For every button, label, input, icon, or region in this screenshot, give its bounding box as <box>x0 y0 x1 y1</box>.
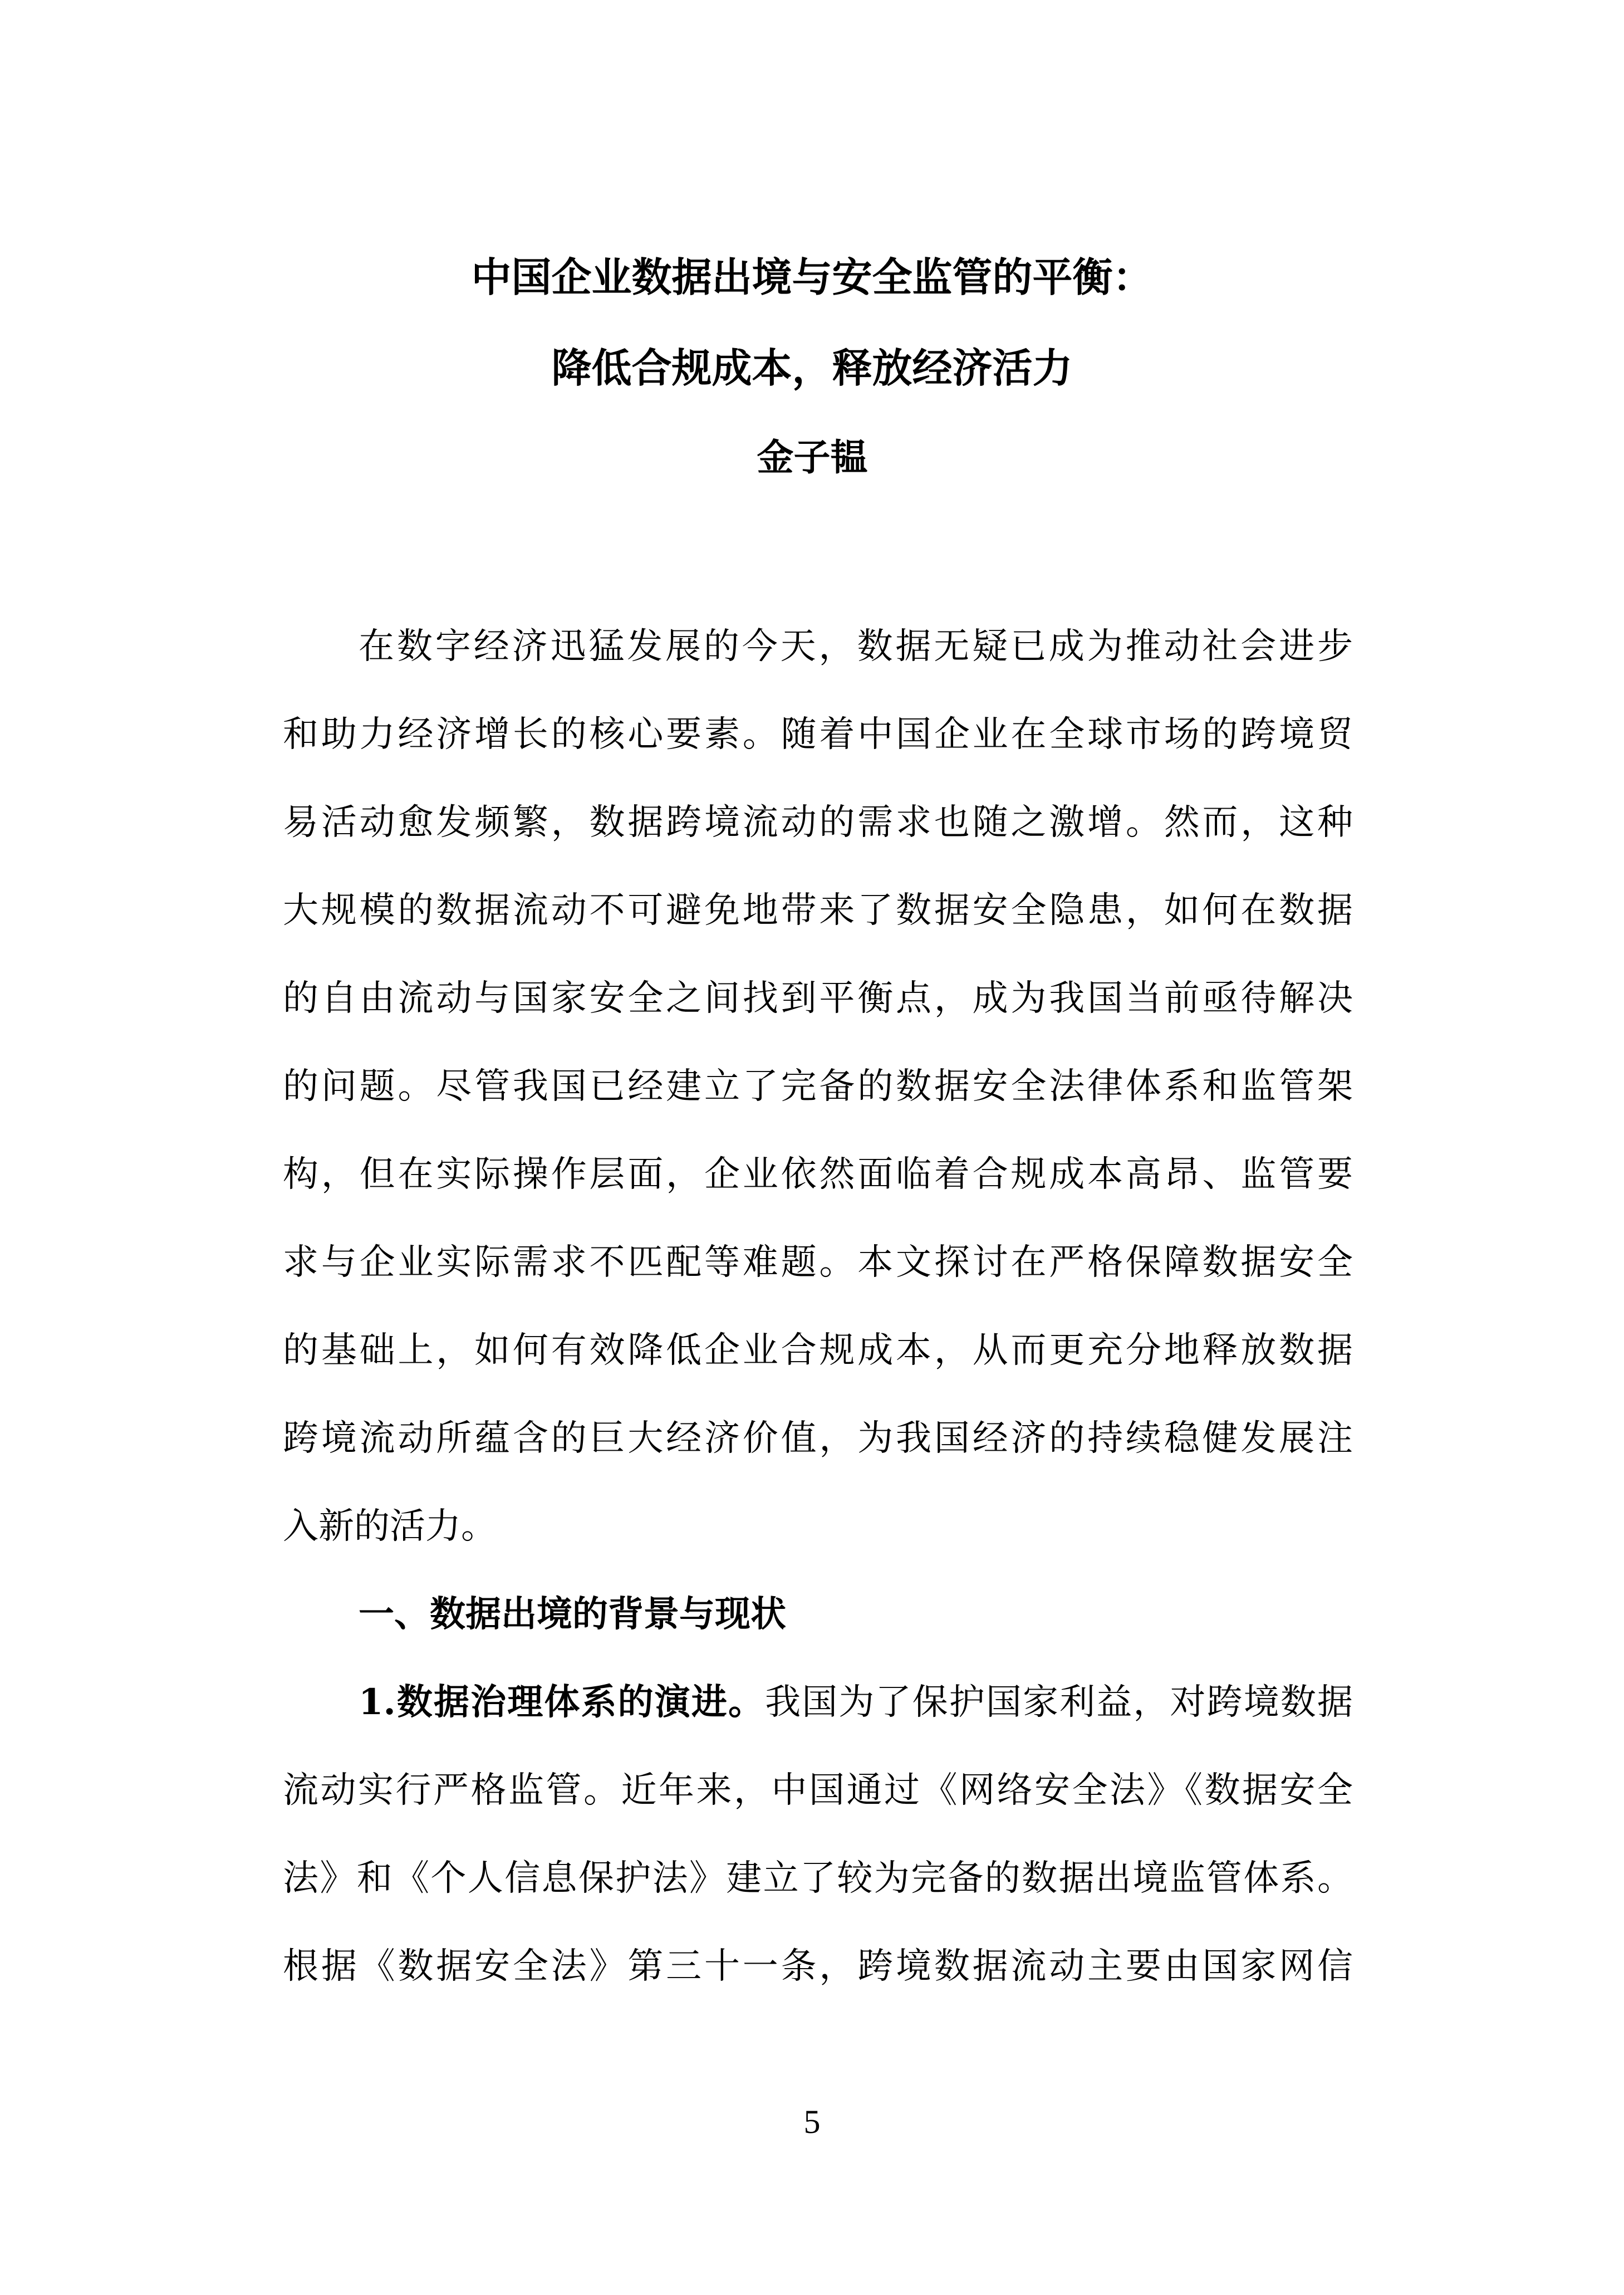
intro-line: 大规模的数据流动不可避免地带来了数据安全隐患，如何在数据 <box>283 890 1353 931</box>
page-number: 5 <box>803 2103 821 2140</box>
title-line-2: 降低合规成本，释放经济活力 <box>551 345 1073 392</box>
section-heading: 一、数据出境的背景与现状 <box>359 1594 786 1635</box>
author-name: 金子韫 <box>757 436 867 479</box>
intro-line: 构，但在实际操作层面，企业依然面临着合规成本高昂、监管要 <box>283 1154 1353 1195</box>
subsection-first-line <box>283 1658 1353 1746</box>
intro-line: 求与企业实际需求不匹配等难题。本文探讨在严格保障数据安全 <box>283 1242 1353 1283</box>
subsection-line: 法》和《个人信息保护法》建立了较为完备的数据出境监管体系。 <box>283 1858 1353 1899</box>
intro-line: 入新的活力。 <box>283 1506 497 1547</box>
subsection-line: 根据《数据安全法》第三十一条，跨境数据流动主要由国家网信 <box>283 1946 1353 1987</box>
intro-line: 跨境流动所蕴含的巨大经济价值，为我国经济的持续稳健发展注 <box>283 1418 1353 1459</box>
subsection-line: 流动实行严格监管。近年来，中国通过《网络安全法》《数据安全 <box>283 1770 1353 1811</box>
intro-line: 和助力经济增长的核心要素。随着中国企业在全球市场的跨境贸 <box>283 714 1353 755</box>
intro-line: 的自由流动与国家安全之间找到平衡点，成为我国当前亟待解决 <box>283 978 1353 1019</box>
intro-line: 在数字经济迅猛发展的今天，数据无疑已成为推动社会进步 <box>359 626 1353 667</box>
title-line-1: 中国企业数据出境与安全监管的平衡： <box>471 254 1153 301</box>
intro-line: 的问题。尽管我国已经建立了完备的数据安全法律体系和监管架 <box>283 1066 1353 1107</box>
body-text <box>283 603 1353 2010</box>
intro-line: 易活动愈发频繁，数据跨境流动的需求也随之激增。然而，这种 <box>283 802 1353 843</box>
subsection-first-line-text: 我国为了保护国家利益，对跨境数据 <box>765 1682 1353 1723</box>
intro-line: 的基础上，如何有效降低企业合规成本，从而更充分地释放数据 <box>283 1330 1353 1371</box>
subsection-lead: 1.数据治理体系的演进。 <box>359 1681 766 1723</box>
